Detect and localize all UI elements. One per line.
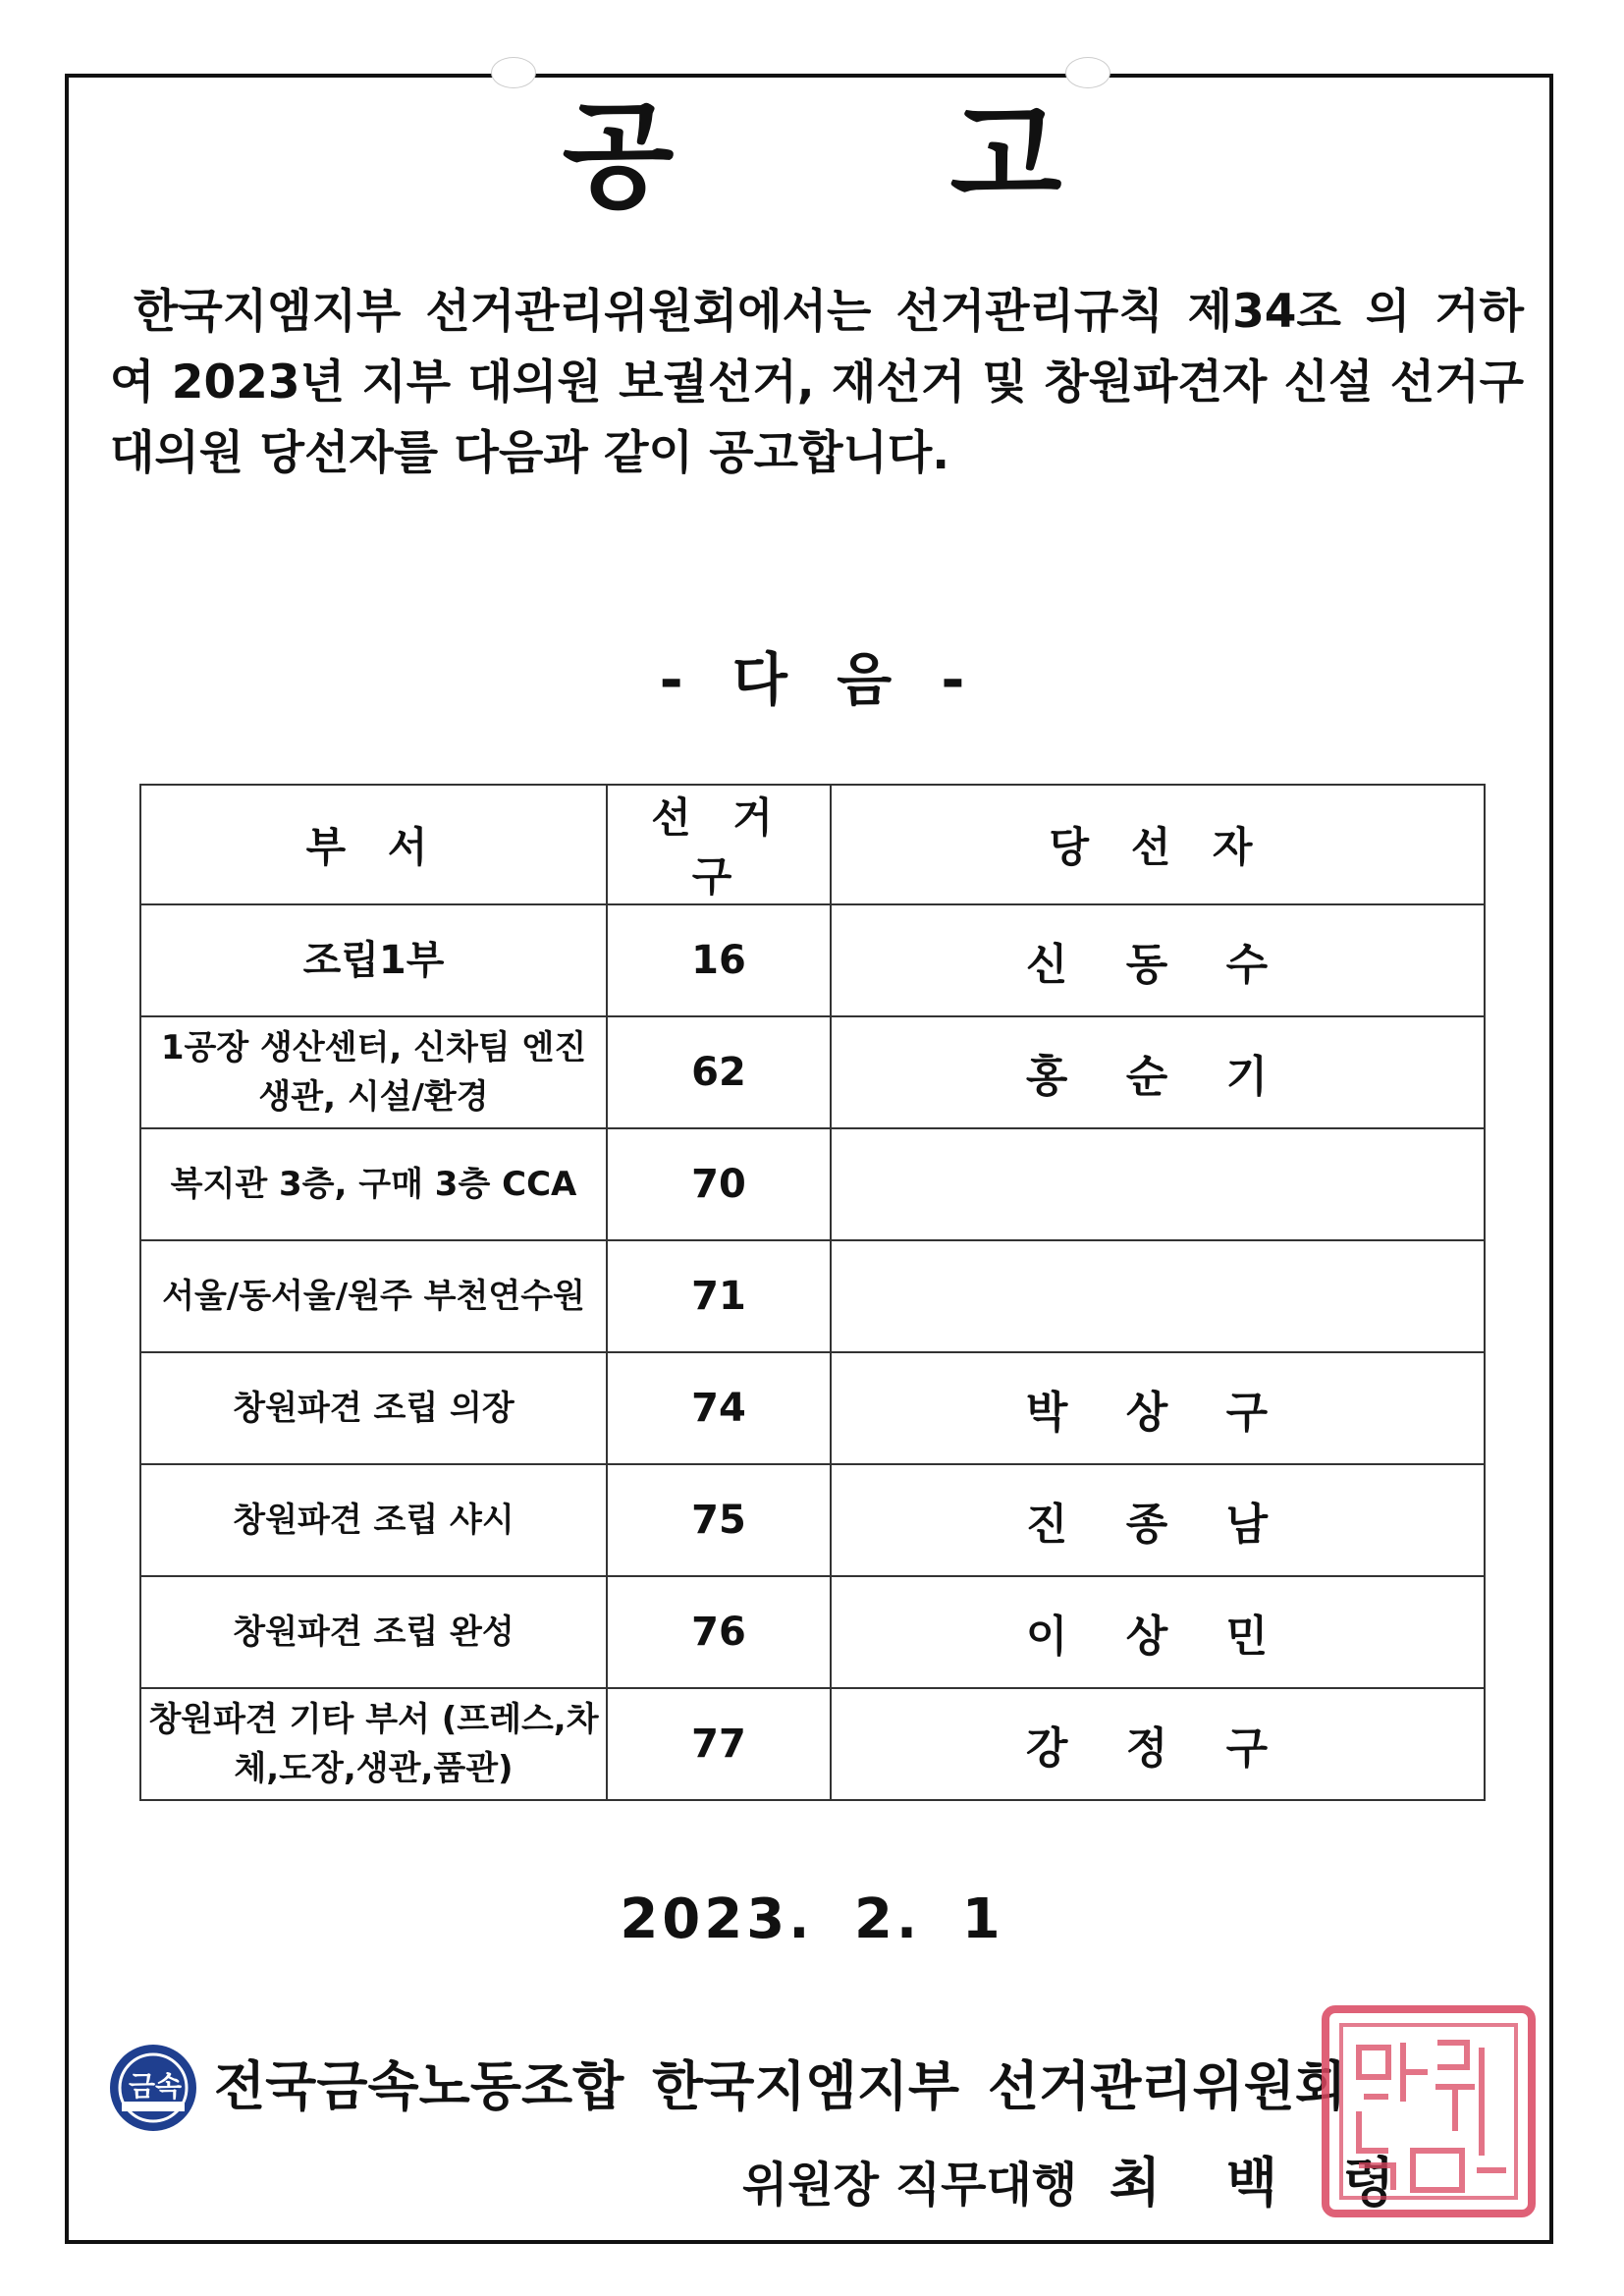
district-cell: 76 xyxy=(607,1576,831,1688)
district-cell: 71 xyxy=(607,1240,831,1352)
punch-hole-right xyxy=(1065,57,1110,88)
winner-cell: 신 동 수 xyxy=(831,904,1485,1016)
district-cell: 70 xyxy=(607,1128,831,1240)
winner-cell xyxy=(831,1240,1485,1352)
table-row xyxy=(140,1352,1485,1464)
dept-cell: 창원파견 조립 샤시 xyxy=(140,1464,607,1576)
table-row xyxy=(140,904,1485,1016)
header-dept: 부 서 xyxy=(140,785,607,904)
winner-cell: 홍 순 기 xyxy=(831,1016,1485,1128)
results-table xyxy=(139,784,1486,1801)
district-cell: 77 xyxy=(607,1688,831,1800)
winner-cell: 박 상 구 xyxy=(831,1352,1485,1464)
signature-line xyxy=(742,2141,1418,2216)
dept-cell: 복지관 3층, 구매 3층 CCA xyxy=(140,1128,607,1240)
union-logo-icon xyxy=(106,2041,200,2135)
logo-band xyxy=(122,2102,185,2111)
table-header-row xyxy=(140,785,1485,904)
dept-cell: 조립1부 xyxy=(140,904,607,1016)
logo-text: 금속 xyxy=(128,2070,183,2103)
signer-title: 위원장 직무대행 xyxy=(741,2158,1078,2213)
signer-name: 최 백 령 xyxy=(1109,2152,1418,2214)
dept-cell: 창원파견 조립 완성 xyxy=(140,1576,607,1688)
table-row xyxy=(140,1240,1485,1352)
header-district: 선 거 구 xyxy=(607,785,831,904)
table-row xyxy=(140,1688,1485,1800)
notice-intro: 한국지엠지부 선거관리위원회에서는 선거관리규칙 제34조 의 거하여 2023년 지부 대의원 보궐선거, 재선거 및 창원파견자 신설 선거구 대의원 당선자를 다음과 같이 공고합니다. xyxy=(110,285,1524,480)
organization-name: 전국금속노동조합 한국지엠지부 선거관리위원회 xyxy=(214,2055,1347,2117)
table-row xyxy=(140,1016,1485,1128)
next-heading: - 다 음 - xyxy=(659,646,965,713)
dept-cell: 창원파견 조립 의장 xyxy=(140,1352,607,1464)
district-cell: 16 xyxy=(607,904,831,1016)
dept-cell: 1공장 생산센터, 신차팀 엔진생관, 시설/환경 xyxy=(140,1016,607,1128)
district-cell: 62 xyxy=(607,1016,831,1128)
official-seal-icon xyxy=(1320,2003,1538,2219)
table-row xyxy=(140,1576,1485,1688)
punch-hole-left xyxy=(491,57,536,88)
winner-cell xyxy=(831,1128,1485,1240)
header-winner: 당 선 자 xyxy=(831,785,1485,904)
winner-cell: 강 정 구 xyxy=(831,1688,1485,1800)
dept-cell: 창원파견 기타 부서 (프레스,차체,도장,생관,품관) xyxy=(140,1688,607,1800)
table-row xyxy=(140,1128,1485,1240)
seal-glyphs xyxy=(1359,2043,1506,2190)
district-cell: 74 xyxy=(607,1352,831,1464)
winner-cell: 이 상 민 xyxy=(831,1576,1485,1688)
district-cell: 75 xyxy=(607,1464,831,1576)
table-row xyxy=(140,1464,1485,1576)
notice-date: 2023. 2. 1 xyxy=(620,1887,1004,1951)
notice-title: 공 고 xyxy=(562,88,1180,224)
dept-cell: 서울/동서울/원주 부천연수원 xyxy=(140,1240,607,1352)
winner-cell: 진 종 남 xyxy=(831,1464,1485,1576)
